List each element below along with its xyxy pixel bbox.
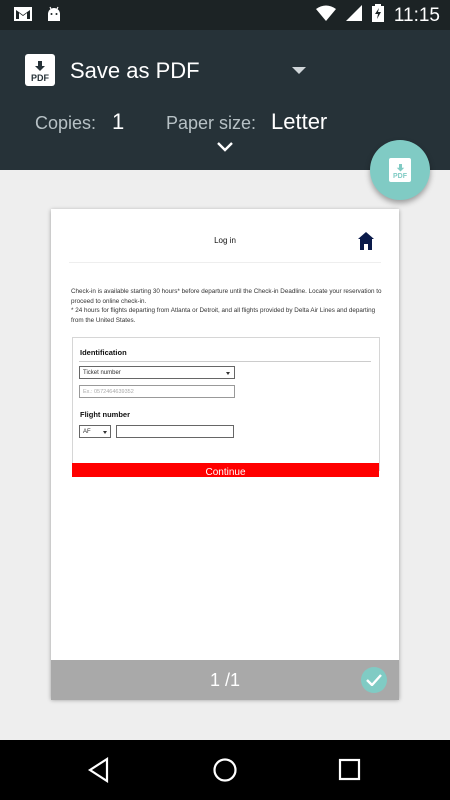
checkin-info-line1: Check-in is available starting 30 hours* before departure until the Check-in Deadline. Locate your reservation to proceed to online check-in. [71, 288, 382, 305]
identification-heading: Identification [80, 348, 127, 357]
paper-size-value[interactable]: Letter [271, 109, 328, 134]
id-type-value: Ticket number [83, 370, 121, 376]
identification-box [72, 337, 380, 471]
fab-label: PDF [393, 173, 407, 180]
airline-select [79, 425, 111, 438]
signal-icon [346, 5, 362, 27]
battery-charging-icon [372, 4, 384, 28]
navigation-bar [0, 740, 450, 800]
recents-icon[interactable] [338, 758, 362, 787]
preview-header [51, 209, 399, 257]
ticket-number-field: Ex.: 0572464639352 [79, 385, 235, 398]
download-arrow-icon [34, 61, 46, 73]
flight-number-heading: Flight number [80, 410, 130, 419]
caret-down-icon [226, 372, 230, 375]
pdf-download-icon [389, 158, 411, 182]
pdf-badge-label: PDF [31, 73, 49, 83]
preview-divider [69, 262, 381, 263]
android-icon [46, 6, 62, 27]
preview-page-title: Log in [214, 236, 236, 245]
page-selected-check-icon[interactable] [361, 667, 387, 693]
wifi-icon [316, 5, 336, 27]
destination-select[interactable]: Save as PDF [70, 58, 200, 83]
gmail-icon [14, 7, 32, 26]
id-type-select [79, 366, 235, 379]
checkin-info [71, 287, 383, 325]
back-icon[interactable] [87, 757, 111, 788]
pdf-destination-icon [25, 54, 55, 86]
copies-value[interactable]: 1 [112, 109, 125, 134]
page-indicator-bar [51, 660, 399, 700]
status-bar [0, 0, 450, 30]
page-number: 1 /1 [209, 670, 241, 690]
clock: 11:15 [393, 5, 440, 26]
copies-label: Copies: [35, 113, 97, 133]
checkin-info-line2: * 24 hours for flights departing from Atlanta or Detroit, and all flights provided by Delta Air Lines and departing from the United States. [71, 307, 376, 324]
caret-down-icon [103, 431, 107, 434]
chevron-down-icon[interactable] [215, 140, 235, 158]
page-preview[interactable] [51, 209, 399, 699]
home-icon [358, 232, 374, 255]
paper-size-label: Paper size: [166, 113, 257, 133]
airline-value: AF [83, 429, 91, 435]
identification-rule [79, 361, 371, 362]
continue-button: Continue [72, 463, 379, 477]
home-nav-icon[interactable] [212, 757, 238, 788]
save-pdf-button[interactable] [370, 140, 430, 200]
flight-number-field [116, 425, 234, 438]
dropdown-caret-icon[interactable] [292, 67, 306, 74]
